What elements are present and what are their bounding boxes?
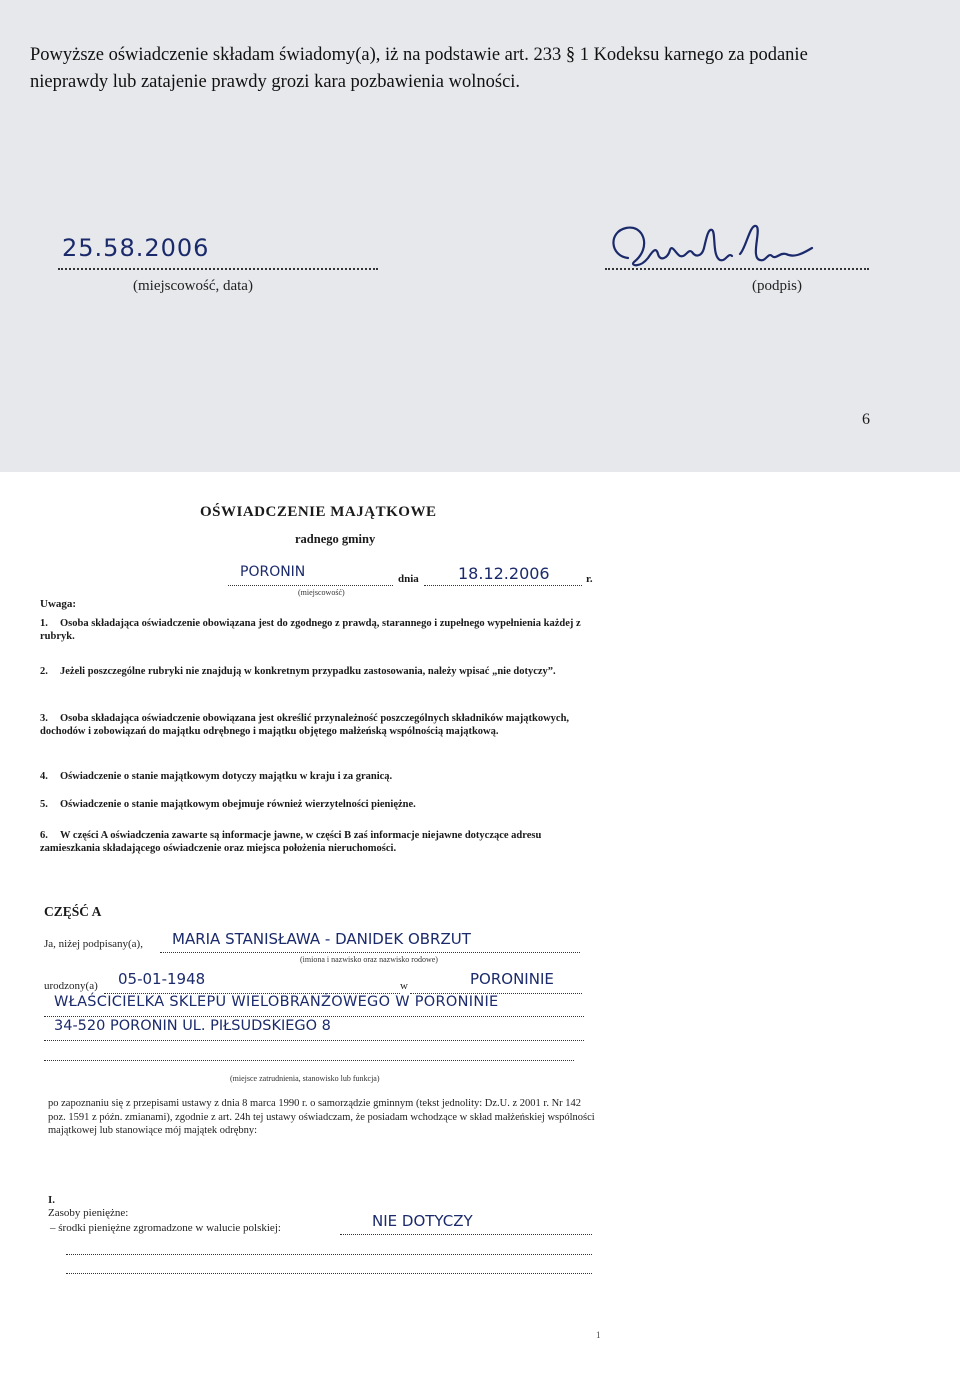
birth-place-w-label: w	[400, 980, 408, 992]
cash-dotted-line-2	[66, 1254, 592, 1255]
handwritten-place: PORONIN	[240, 564, 306, 580]
born-label: urodzony(a)	[44, 980, 98, 992]
handwritten-form-date: 18.12.2006	[458, 564, 550, 583]
handwritten-employment-line-2: 34-520 PORONIN UL. PIŁSUDSKIEGO 8	[54, 1018, 331, 1034]
polish-currency-label: – środki pieniężne zgromadzone w walucie polskiej:	[50, 1222, 281, 1234]
cash-dotted-line-3	[66, 1273, 592, 1274]
perjury-statement: Powyższe oświadczenie składam świadomy(a), iż na podstawie art. 233 § 1 Kodeksu karnego za podanie nieprawdy lub zatajenie prawdy grozi kara pozbawienia wolności.	[30, 45, 808, 92]
note-item: 5. Oświadczenie o stanie majątkowym obejmuje również wierzytelności pieniężne.	[40, 799, 416, 810]
note-item: 2. Jeżeli poszczególne rubryki nie znajdują w konkretnym przypadku zastosowania, należy wpisać „nie dotyczy”.	[40, 666, 556, 677]
handwritten-date: 25.58.2006	[62, 234, 210, 262]
employment-caption: (miejsce zatrudnienia, stanowisko lub funkcja)	[230, 1074, 380, 1083]
handwritten-name: MARIA STANISŁAWA - DANIDEK OBRZUT	[172, 930, 471, 948]
legal-basis-paragraph: po zapoznaniu się z przepisami ustawy z dnia 8 marca 1990 r. o samorządzie gminnym (tekst jednolity: Dz.U. z 2001 r. Nr 142 poz. 1591 z późn. zmianami), zgodnie z art. 24h tej ustawy oświadczam, że posiadam wchodzące w skład małżeńskiej wspólności majątkowej lub stanowiące mój majątek odrębny:	[48, 1098, 595, 1136]
employment-dotted-line-1	[44, 1016, 584, 1017]
r-label: r.	[586, 573, 593, 585]
employment-dotted-line-3	[44, 1060, 574, 1061]
section-i-heading: I.	[48, 1194, 56, 1206]
employment-dotted-line-2	[44, 1040, 584, 1041]
asset-declaration-form	[0, 472, 960, 1397]
signature-dotted-line	[605, 268, 869, 270]
previous-page-section	[0, 0, 960, 472]
note-heading: Uwaga:	[40, 598, 77, 610]
handwritten-birth-place: PORONINIE	[470, 970, 554, 988]
form-subtitle: radnego gminy	[295, 532, 376, 546]
name-dotted-line	[160, 952, 580, 953]
note-item: 4. Oświadczenie o stanie majątkowym dotyczy majątku w kraju i za granicą.	[40, 771, 393, 782]
place-dotted-line	[228, 585, 393, 586]
page-marker: 1	[596, 1330, 601, 1340]
signature-caption: (podpis)	[752, 278, 802, 294]
form-date-dotted-line	[424, 585, 582, 586]
dnia-label: dnia	[398, 573, 419, 585]
signature-image	[600, 218, 830, 274]
section-a-heading: CZĘŚĆ A	[44, 904, 102, 919]
handwritten-birth-date: 05-01-1948	[118, 970, 206, 988]
handwritten-cash-value: NIE DOTYCZY	[372, 1212, 473, 1230]
bleed-through-text	[40, 125, 44, 141]
date-place-caption: (miejscowość, data)	[133, 278, 253, 294]
place-caption: (miejscowość)	[298, 588, 345, 597]
cash-dotted-line-1	[340, 1234, 592, 1235]
date-dotted-line	[58, 268, 378, 270]
page-number: 6	[862, 411, 870, 428]
form-title: OŚWIADCZENIE MAJĄTKOWE	[200, 504, 437, 520]
handwritten-employment-line-1: WŁAŚCICIELKA SKLEPU WIELOBRANŻOWEGO W PORONINIE	[54, 994, 499, 1010]
note-item: 1. Osoba składająca oświadczenie obowiązana jest do zgodnego z prawdą, starannego i zupełnego wypełnienia każdej z rubryk.	[40, 618, 581, 642]
cash-resources-label: Zasoby pieniężne:	[48, 1207, 129, 1219]
declarant-label: Ja, niżej podpisany(a),	[44, 938, 143, 950]
note-item: 3. Osoba składająca oświadczenie obowiązana jest określić przynależność poszczególnych składników majątkowych, dochodów i zobowiązań do majątku odrębnego i majątku objętego małżeńską wspólnością majątkową.	[40, 713, 570, 737]
note-item: 6. W części A oświadczenia zawarte są informacje jawne, w części B zaś informacje niejawne dotyczące adresu zamieszkania składającego oświadczenie oraz miejsca położenia nieruchomości.	[40, 830, 542, 854]
name-caption: (imiona i nazwisko oraz nazwisko rodowe)	[300, 955, 438, 964]
